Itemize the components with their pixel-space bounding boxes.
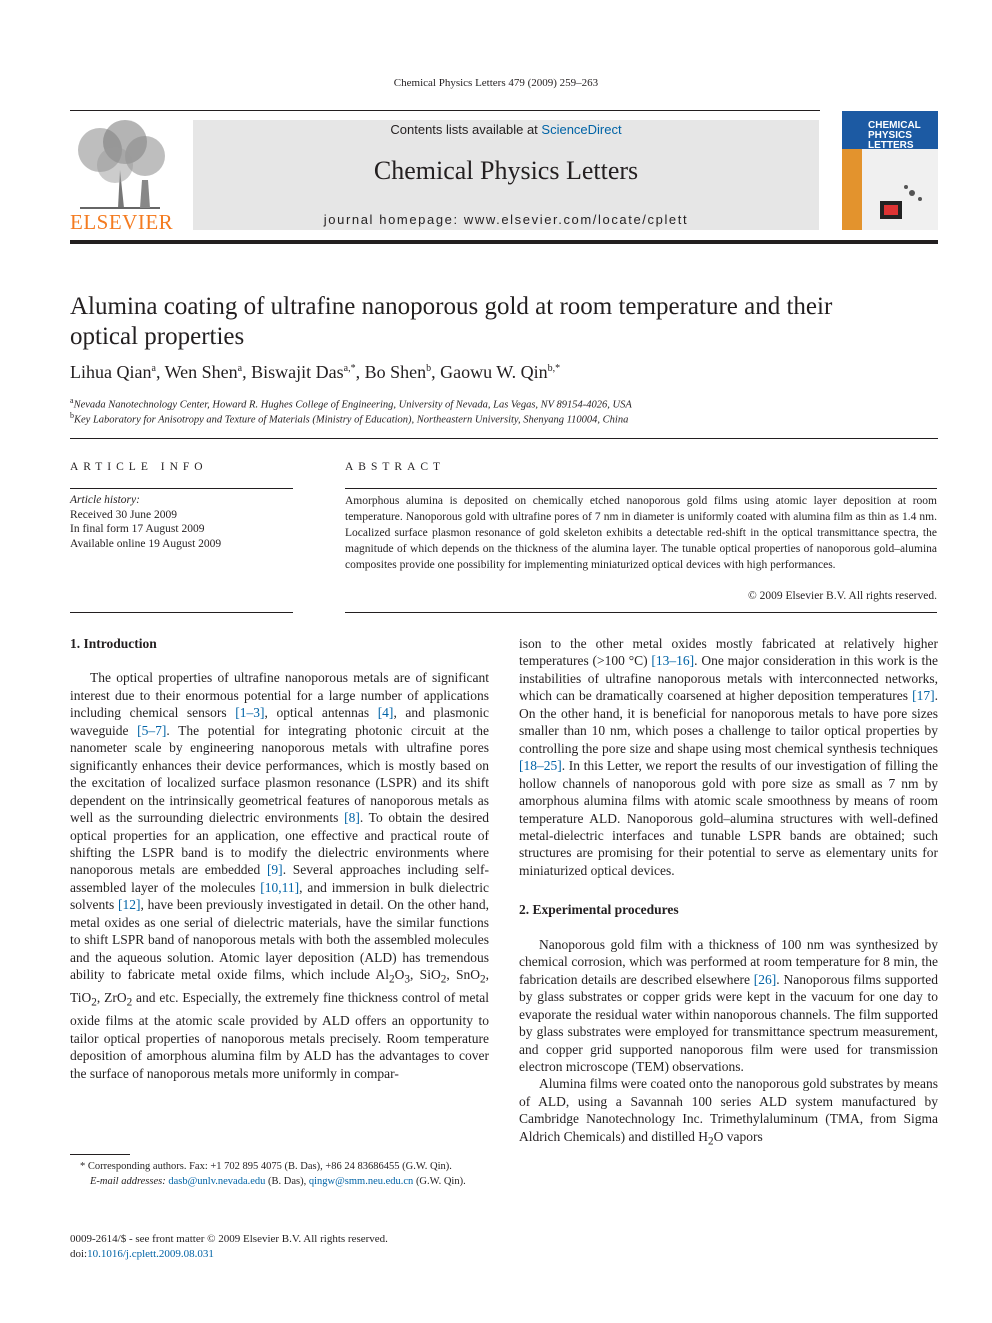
body-column-left: [70, 635, 489, 1082]
contents-prefix: Contents lists available at: [390, 122, 542, 137]
tree-logo-icon: [70, 120, 170, 210]
citation-link[interactable]: [17]: [912, 688, 935, 704]
author-name[interactable]: Lihua Qian: [70, 362, 152, 382]
divider: [70, 488, 293, 489]
corresponding-text: Corresponding authors. Fax: +1 702 895 4075 (B. Das), +86 24 83686455 (G.W. Qin).: [87, 1161, 452, 1172]
footnote-rule: [70, 1154, 130, 1155]
text-run: . One major consideration in this work is the instabilities of ultrafine nanoporous metals with interconnected networks, which can be dramatically coarsened at higher deposition temperatures: [519, 653, 938, 704]
affiliation-text: Nevada Nanotechnology Center, Howard R. Hughes College of Engineering, University of Nevada, Las Vegas, NV 89154-4026, USA: [73, 399, 632, 411]
doi-link[interactable]: 10.1016/j.cplett.2009.08.031: [87, 1247, 214, 1260]
section-heading: 1. Introduction: [70, 636, 157, 651]
text-run: O vapors: [713, 1128, 763, 1144]
section-heading: 2. Experimental procedures: [519, 902, 679, 918]
text-run: , have been previously investigated in detail. On the other hand, metal oxides as one serial of dielectric materials, have the similar functions to shift LSPR band of nanoporous metals with both the assembled molecules and the aqueous solution. Atomic layer deposition (ALD) has tremendous ability to fabricate metal oxide films, which include Al: [70, 897, 489, 983]
text-run: , TiO: [70, 967, 489, 1006]
author-sep: ,: [431, 362, 441, 382]
article-history: [70, 493, 221, 551]
divider: [345, 488, 937, 489]
text-run: ison to the other metal oxides mostly fabricated at relatively higher temperatures (>100 °C): [519, 636, 938, 669]
history-label: Article history:: [70, 494, 140, 506]
affiliation: [70, 411, 628, 426]
journal-banner: [193, 120, 819, 230]
subscript: 2: [126, 996, 133, 1009]
cover-orange-strip: [842, 149, 862, 230]
paragraph: [519, 1075, 938, 1151]
citation-link[interactable]: [8]: [344, 810, 360, 826]
citation-link[interactable]: [26]: [753, 971, 777, 987]
paragraph: [519, 635, 938, 879]
text-run: . To obtain the desired optical properties for an application, one effective and practical route of shifting the LSPR band is to modify the dielectric environments where nanoporous metals are embedded: [70, 810, 489, 878]
cover-title-line: CHEMICAL: [868, 120, 921, 131]
author-name[interactable]: Gaowu W. Qin: [440, 362, 548, 382]
subscript: 2: [389, 973, 395, 986]
text-run: , optical antennas: [264, 705, 378, 721]
header-thick-rule: [70, 240, 938, 244]
cover-title: [868, 121, 921, 151]
author-sep: ,: [242, 362, 252, 382]
subscript: 3: [404, 973, 411, 986]
journal-cover[interactable]: [842, 111, 938, 230]
author-name[interactable]: Bo Shen: [364, 362, 427, 382]
article-title-line: Alumina coating of ultrafine nanoporous gold at room temperature and their: [70, 293, 833, 320]
header-rule: [70, 110, 820, 111]
article-title: [70, 292, 940, 352]
email-footnote: [70, 1175, 489, 1190]
text-run: O: [394, 967, 405, 983]
citation-link[interactable]: [9]: [266, 862, 283, 878]
paragraph: [519, 936, 938, 1076]
footnotes: [70, 1160, 489, 1189]
text-run: . Nanoporous films supported by glass substrates or copper grids were kept in the vacuum for one day to evaporate the residual water within nanoporous channels. The film supported by glass substrates were employed for transmittance spectrum measurement, and copper grid supported nanoporous film were used for transmission electron microscope (TEM) observations.: [519, 971, 938, 1074]
text-run: . The potential for integrating photonic circuit at the nanometer scale by engineering nanoporous metals with ultrafine pores significantly enhances their device performances, which is mostly based on the excitation of localized surface plasmon resonance (LSPR) and its shift dependent on the intrinsically geometrical features of nanoporous metals as well as the surrounding dielectric environments: [70, 722, 489, 826]
divider: [70, 612, 293, 613]
email-label: E-mail addresses:: [90, 1175, 169, 1187]
cover-title-line: LETTERS: [868, 140, 914, 151]
divider: [345, 612, 937, 613]
email-owner: (B. Das),: [265, 1175, 309, 1187]
subscript: 2: [440, 973, 447, 986]
history-received: Received 30 June 2009: [70, 508, 177, 521]
author-list: [70, 362, 560, 383]
citation-link[interactable]: [18–25]: [519, 758, 562, 774]
issn-line: 0009-2614/$ - see front matter © 2009 Elsevier B.V. All rights reserved.: [70, 1233, 388, 1245]
subscript: 2: [480, 973, 486, 986]
email-owner: (G.W. Qin).: [413, 1175, 466, 1187]
elsevier-logo[interactable]: [70, 120, 174, 234]
article-info-heading: ARTICLE INFO: [70, 461, 208, 473]
divider: [70, 438, 938, 439]
affiliation-sup: a: [70, 396, 74, 405]
abstract-heading: ABSTRACT: [345, 461, 446, 473]
email-link[interactable]: qingw@smm.neu.edu.cn: [308, 1175, 414, 1187]
text-run: . On the other hand, it is beneficial for nanoporous metals to have pore sizes smaller than 10 nm, which poses a challenge to tailor optical properties by controlling the pore size and shape using most chemical synthesis techniques: [519, 688, 938, 756]
history-online: Available online 19 August 2009: [70, 537, 222, 550]
author-sep: ,: [355, 362, 365, 382]
author-name[interactable]: Biswajit Das: [251, 362, 344, 382]
contents-line: [193, 122, 819, 137]
cover-illustration-icon: [872, 181, 932, 226]
text-run: Alumina films were coated onto the nanoporous gold substrates by means of ALD, using a Savannah 100 series ALD system manufactured by Cambridge Nanotechnology Inc. Trimethylaluminum (TMA, from Sigma Aldrich Chemicals) and distilled H: [519, 1076, 938, 1144]
text-run: Nanoporous gold film with a thickness of 100 nm was synthesized by chemical corrosion, which was performed at room temperature for 8 min, the fabrication details are described elsewhere: [519, 936, 938, 987]
text-run: , and immersion in bulk dielectric solvents: [70, 879, 489, 913]
text-run: , SiO: [410, 967, 441, 983]
citation-link[interactable]: [5–7]: [137, 722, 167, 738]
author-name[interactable]: Wen Shen: [164, 362, 238, 382]
text-run: The optical properties of ultrafine nanoporous metals are of significant interest due to their enormous potential for a large number of applications including chemical sensors: [70, 670, 489, 721]
text-run: , and plasmonic waveguide: [70, 705, 490, 738]
subscript: 2: [707, 1135, 714, 1148]
text-run: , SnO: [446, 967, 480, 983]
citation-link[interactable]: [12]: [118, 897, 141, 913]
abstract-copyright: © 2009 Elsevier B.V. All rights reserved.: [748, 590, 937, 602]
author-sup[interactable]: a,*: [343, 363, 356, 374]
doi-label: doi:: [70, 1247, 88, 1260]
paragraph: [70, 669, 489, 1082]
author-sup[interactable]: a: [151, 363, 156, 374]
text-run: . Several approaches including self-assembled layer of the molecules: [70, 862, 489, 895]
article-title-line: optical properties: [70, 323, 245, 350]
history-final: In final form 17 August 2009: [70, 523, 205, 535]
text-run: , ZrO: [96, 990, 127, 1006]
elsevier-wordmark: ELSEVIER: [70, 210, 174, 234]
email-link[interactable]: dasb@unlv.nevada.edu: [168, 1175, 266, 1187]
citation-link[interactable]: [1–3]: [235, 705, 265, 721]
journal-citation: Chemical Physics Letters 479 (2009) 259–263: [393, 77, 599, 89]
body-column-right: [519, 635, 938, 1151]
corresponding-footnote: * Corresponding authors. Fax: +1 702 895 4075 (B. Das), +86 24 83686455 (G.W. Qin).: [80, 1161, 452, 1172]
text-run: and etc. Especially, the extremely fine thickness control of metal oxide films at the atomic scale provided by ALD offers an opportunity to tailor optical properties of nanoporous metals precisely. Room temperature deposition of amorphous alumina film by ALD has the advantages to cover the surface of nanoporous metals more uniformly in compar-: [70, 990, 489, 1081]
author-sup[interactable]: b,*: [547, 363, 561, 374]
affiliation-text: Key Laboratory for Anisotropy and Texture of Materials (Ministry of Education), Northeastern University, Shenyang 110004, China: [74, 414, 629, 426]
subscript: 2: [91, 996, 97, 1009]
author-sup[interactable]: b: [426, 363, 432, 374]
author-sep: ,: [155, 362, 165, 382]
affiliation-sup: b: [70, 411, 74, 420]
doi-line: [70, 1247, 388, 1262]
journal-homepage[interactable]: journal homepage: www.elsevier.com/locate/cplett: [323, 212, 689, 227]
text-run: . In this Letter, we report the results of our investigation of filling the hollow channels of nanoporous gold with pore size as small as 7 nm by amorphous alumina films with atomic scale smoothness by means of room temperature ALD. Nanoporous gold–alumina structures with well-defined metal-dielectric interfaces and tunable LSPR bands are obtained; such structures are promising for their potential to serve as elementary units for miniaturized optical devices.: [519, 758, 938, 878]
abstract-text: Amorphous alumina is deposited on chemically etched nanoporous gold films using atomic layer deposition at room temperature. Nanoporous gold with ultrafine pores of 7 nm in diameter is uniformly coated with alumina film as thin as 1.4 nm. Localized surface plasmon resonance of gold skeleton exhibits a detectable red-shift in the optical transmittance spectra, the magnitude of which depends on the thickness of the alumina layer. The tunable optical properties of nanoporous gold–alumina composites provide one possibility for implementing miniaturized optical devices with high performances.: [345, 495, 937, 571]
author-sup[interactable]: a: [237, 363, 243, 374]
citation-link[interactable]: [4]: [377, 705, 394, 721]
cover-title-line: PHYSICS: [868, 130, 912, 141]
citation-link[interactable]: [13–16]: [651, 653, 695, 669]
affiliation: [70, 396, 632, 411]
citation-link[interactable]: [10,11]: [260, 879, 300, 895]
sciencedirect-link[interactable]: ScienceDirect: [541, 122, 622, 137]
front-matter: [70, 1232, 388, 1261]
journal-name: Chemical Physics Letters: [373, 156, 639, 185]
